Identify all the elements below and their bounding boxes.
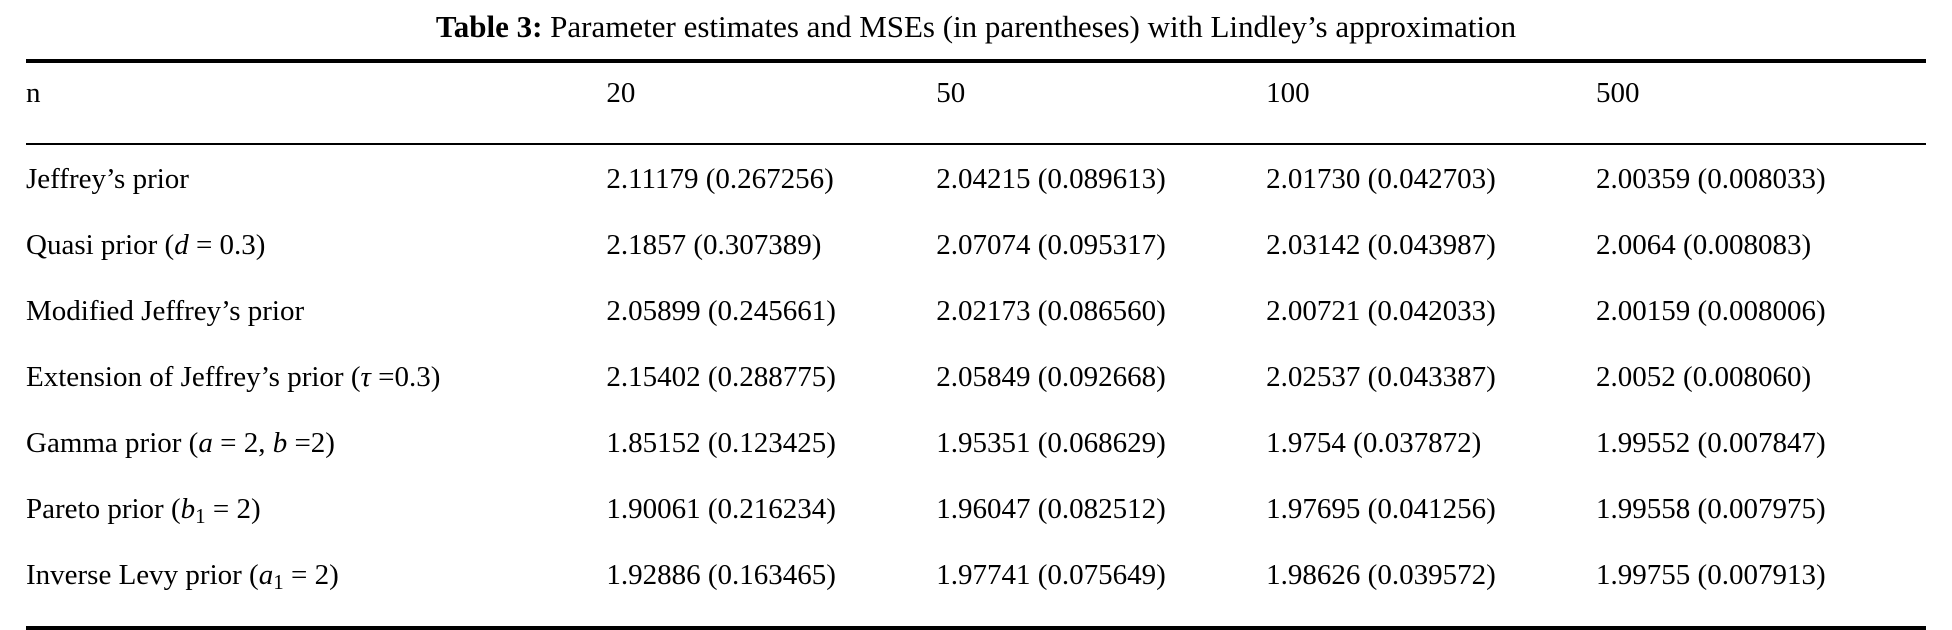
row-label xyxy=(26,145,606,220)
table-row xyxy=(26,145,1926,220)
cell-value: 2.15402 (0.288775) xyxy=(606,360,836,393)
cell-value: 2.1857 (0.307389) xyxy=(606,228,822,261)
cell-value: 1.95351 (0.068629) xyxy=(936,426,1166,459)
row-label-part: Quasi prior ( xyxy=(26,228,175,261)
row-label-part: τ xyxy=(360,360,371,393)
row-label xyxy=(26,550,606,626)
cell-value: 2.05849 (0.092668) xyxy=(936,360,1166,393)
cell-value: 2.00159 (0.008006) xyxy=(1596,294,1826,327)
row-label-part: Extension of Jeffrey’s prior ( xyxy=(26,360,361,393)
cell-value: 2.00359 (0.008033) xyxy=(1596,162,1826,195)
cell-value: 1.9754 (0.037872) xyxy=(1266,426,1482,459)
parameter-estimates-table xyxy=(26,63,1926,143)
table-body xyxy=(26,145,1926,626)
cell-value: 2.0064 (0.008083) xyxy=(1596,228,1812,261)
cell-value: 2.11179 (0.267256) xyxy=(606,162,834,195)
table-caption-label: Table 3: xyxy=(435,9,543,44)
table-row xyxy=(26,220,1926,286)
table-row xyxy=(26,550,1926,626)
row-label-part: 1 xyxy=(273,569,284,594)
cell-value: 2.05899 (0.245661) xyxy=(606,294,836,327)
cell-value: 2.01730 (0.042703) xyxy=(1266,162,1496,195)
cell-value: 2.00721 (0.042033) xyxy=(1266,294,1496,327)
cell-value: 1.99558 (0.007975) xyxy=(1596,492,1826,525)
cell-value: 1.99552 (0.007847) xyxy=(1596,426,1826,459)
cell-value: 1.85152 (0.123425) xyxy=(606,426,836,459)
cell-value: 2.07074 (0.095317) xyxy=(936,228,1166,261)
row-label-part: = 2, xyxy=(212,426,273,459)
table-caption-text: Parameter estimates and MSEs (in parentheses) with Lindley’s approximation xyxy=(550,9,1517,44)
row-label-part: b xyxy=(180,492,196,525)
table-header-row xyxy=(26,63,1926,143)
column-header-n: n xyxy=(26,76,41,109)
row-label xyxy=(26,352,606,418)
cell-value: 2.04215 (0.089613) xyxy=(936,162,1166,195)
row-label xyxy=(26,484,606,550)
row-label-part: d xyxy=(174,228,189,261)
row-label-part: Gamma prior ( xyxy=(26,426,199,459)
row-label-part: = 0.3) xyxy=(188,228,266,261)
row-label-part: Inverse Levy prior ( xyxy=(26,558,259,591)
row-label xyxy=(26,220,606,286)
row-label-part: =2) xyxy=(287,426,335,459)
cell-value: 1.97695 (0.041256) xyxy=(1266,492,1496,525)
table-header xyxy=(26,63,1926,143)
table-row xyxy=(26,352,1926,418)
table-row xyxy=(26,418,1926,484)
table-row xyxy=(26,286,1926,352)
row-label xyxy=(26,286,606,352)
row-label-part: Jeffrey’s prior xyxy=(26,162,189,195)
table-row xyxy=(26,484,1926,550)
column-header-100: 100 xyxy=(1266,76,1310,109)
table-bottom-rule xyxy=(26,626,1926,630)
parameter-estimates-body-table xyxy=(26,145,1926,626)
row-label-part: = 2) xyxy=(283,558,339,591)
row-label-part: b xyxy=(272,426,288,459)
row-label-part: = 2) xyxy=(205,492,261,525)
cell-value: 1.98626 (0.039572) xyxy=(1266,558,1496,591)
cell-value: 1.97741 (0.075649) xyxy=(936,558,1166,591)
cell-value: 1.96047 (0.082512) xyxy=(936,492,1166,525)
column-header-50: 50 xyxy=(936,76,966,109)
row-label-part: =0.3) xyxy=(370,360,441,393)
cell-value: 2.03142 (0.043987) xyxy=(1266,228,1496,261)
column-header-500: 500 xyxy=(1596,76,1640,109)
cell-value: 2.02537 (0.043387) xyxy=(1266,360,1496,393)
row-label xyxy=(26,418,606,484)
row-label-part: 1 xyxy=(195,503,206,528)
row-label-part: Modified Jeffrey’s prior xyxy=(26,294,305,327)
cell-value: 2.02173 (0.086560) xyxy=(936,294,1166,327)
column-header-20: 20 xyxy=(606,76,636,109)
table-caption xyxy=(26,0,1926,59)
row-label-part: Pareto prior ( xyxy=(26,492,181,525)
cell-value: 1.92886 (0.163465) xyxy=(606,558,836,591)
cell-value: 1.90061 (0.216234) xyxy=(606,492,836,525)
cell-value: 2.0052 (0.008060) xyxy=(1596,360,1812,393)
row-label-part: a xyxy=(258,558,274,591)
cell-value: 1.99755 (0.007913) xyxy=(1596,558,1826,591)
row-label-part: a xyxy=(198,426,213,459)
